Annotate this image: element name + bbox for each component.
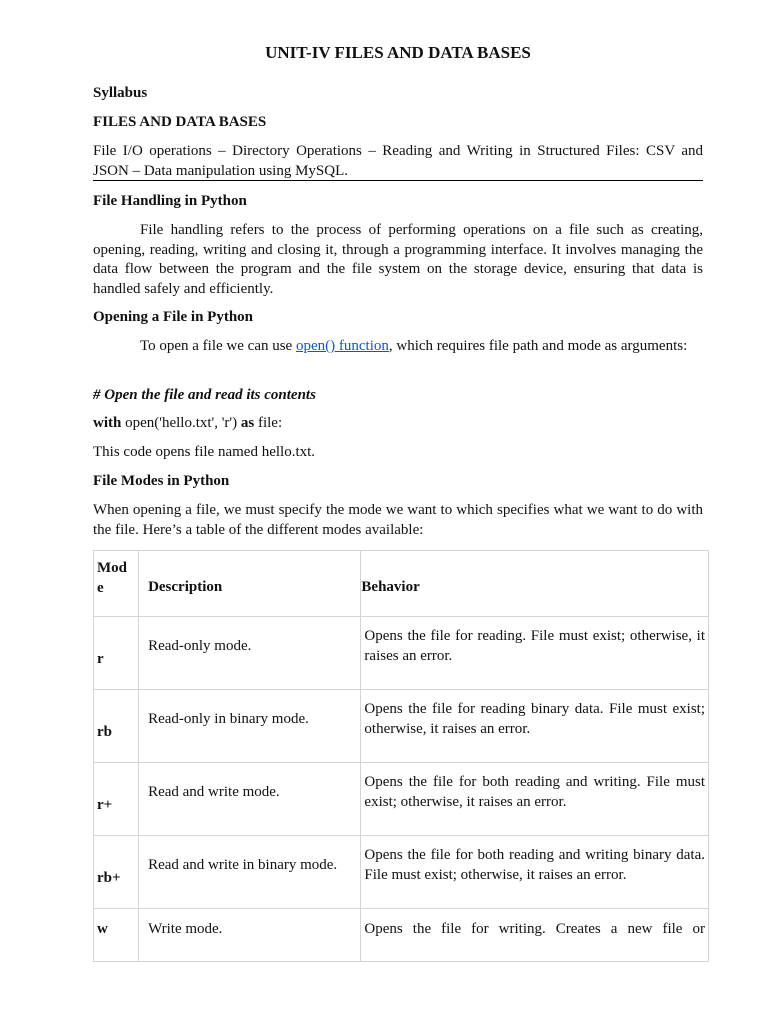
table-row: [94, 763, 709, 836]
mode-cell: rb: [94, 690, 139, 763]
section-divider: [93, 180, 703, 181]
description-cell: Read-only in binary mode.: [139, 690, 361, 763]
syllabus-text: File I/O operations – Directory Operations – Reading and Writing in Structured Files: CSV and JSON – Data manipulation using MySQL.: [93, 143, 703, 179]
opening-heading: Opening a File in Python: [93, 309, 254, 325]
open-function-link[interactable]: open() function: [295, 338, 389, 354]
behavior-cell: Opens the file for both reading and writing binary data. File must exist; otherwise, it raises an error.: [361, 836, 709, 909]
code-target: file:: [254, 415, 283, 431]
page-title: UNIT-IV FILES AND DATA BASES: [265, 43, 531, 62]
behavior-cell: Opens the file for reading. File must exist; otherwise, it raises an error.: [361, 617, 709, 690]
code-keyword-with: with: [93, 415, 122, 431]
description-cell: Read and write mode.: [139, 763, 361, 836]
description-cell: Read and write in binary mode.: [139, 836, 361, 909]
file-handling-heading: File Handling in Python: [93, 193, 247, 209]
code-comment: # Open the file and read its contents: [93, 387, 316, 403]
header-cell-description: Description: [139, 551, 361, 617]
file-modes-heading: File Modes in Python: [93, 473, 230, 489]
mode-cell: rb+: [94, 836, 139, 909]
opening-text-after: , which requires file path and mode as arguments:: [388, 338, 688, 354]
table-row: [94, 909, 709, 962]
mode-cell: r: [94, 617, 139, 690]
file-modes-intro: When opening a file, we must specify the mode we want to which specifies what we want to do with the file. Here’s a table of the different modes available:: [93, 502, 703, 538]
syllabus-label: Syllabus: [93, 85, 148, 101]
behavior-cell: Opens the file for both reading and writing. File must exist; otherwise, it raises an error.: [361, 763, 709, 836]
code-keyword-as: as: [240, 415, 255, 431]
syllabus-heading: FILES AND DATA BASES: [93, 114, 267, 130]
header-cell-behavior: Behavior: [361, 551, 709, 617]
code-explanation: This code opens file named hello.txt.: [93, 444, 316, 460]
file-modes-table: [93, 550, 709, 962]
file-handling-paragraph: File handling refers to the process of performing operations on a file such as creating, opening, reading, writing and closing it, through a programming interface. It involves managing the data flow between the program and the file system on the storage device, ensuring that data is handled safely and efficiently.: [93, 222, 703, 297]
table-header-row: [94, 551, 709, 617]
description-cell: Read-only mode.: [139, 617, 361, 690]
table-row: [94, 690, 709, 763]
table-row: [94, 617, 709, 690]
header-cell-mode: Mode: [94, 551, 139, 617]
mode-cell: r+: [94, 763, 139, 836]
behavior-cell: Opens the file for writing. Creates a new file or: [361, 909, 709, 962]
code-line: [93, 414, 703, 434]
code-call: open('hello.txt', 'r'): [121, 415, 241, 431]
table-row: [94, 836, 709, 909]
mode-cell: w: [94, 909, 139, 962]
description-cell: Write mode.: [139, 909, 361, 962]
behavior-cell: Opens the file for reading binary data. File must exist; otherwise, it raises an error.: [361, 690, 709, 763]
opening-text-before: To open a file we can use: [140, 338, 296, 354]
opening-paragraph: [93, 337, 703, 357]
